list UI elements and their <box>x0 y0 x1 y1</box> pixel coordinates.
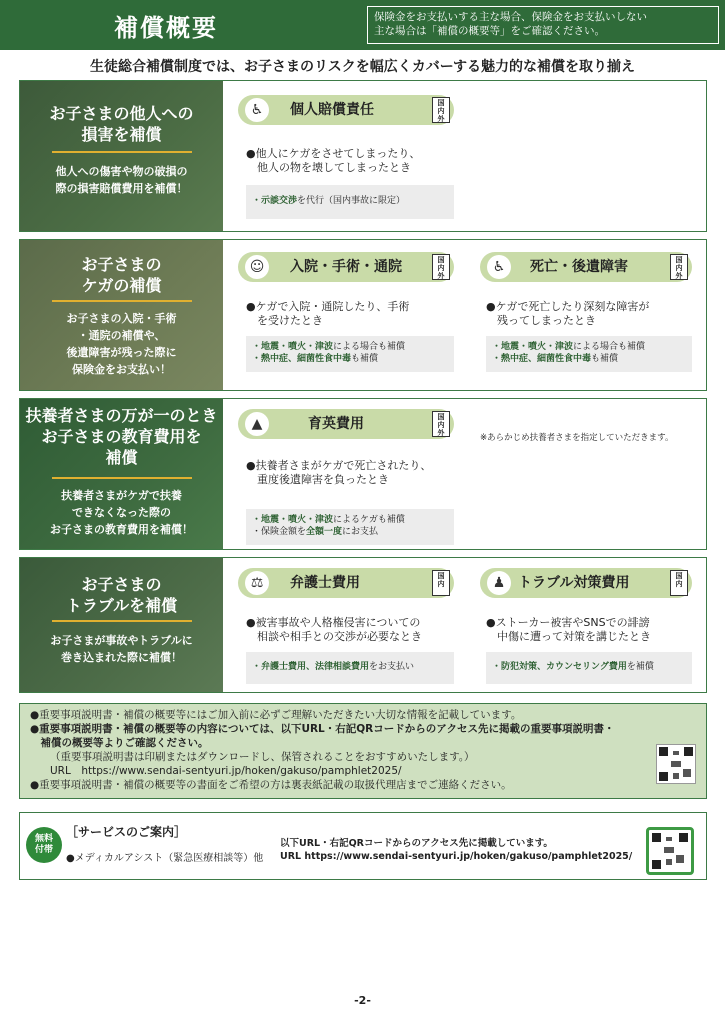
designation-note: ※あらかじめ扶養者さまを指定していただきます。 <box>480 433 674 443</box>
section-description: 他人への傷害や物の破損の 際の損害賠償費用を補償！ <box>55 165 188 195</box>
notice-line: 補償の概要等よりご確認ください。 <box>30 737 209 749</box>
wheelchair-icon: ♿ <box>487 255 511 279</box>
section-education <box>19 398 707 550</box>
coverage-condition: ●扶養者さまがケガで死亡されたり、 重度後遺障害を負ったとき <box>246 459 432 486</box>
detail-text: を代行（国内事故に限定） <box>297 196 406 206</box>
section-side-panel <box>20 81 223 231</box>
coverage-label: 個人賠償責任 <box>290 102 374 118</box>
qr-code[interactable] <box>656 744 696 784</box>
coverage-label: 育英費用 <box>308 416 364 432</box>
section-side-panel <box>20 399 223 549</box>
coverage-condition: ●ケガで入院・通院したり、手術 を受けたとき <box>246 300 410 327</box>
section-title: 扶養者さまの万が一のとき お子さまの教育費用を 補償 <box>25 406 218 467</box>
coverage-label: トラブル対策費用 <box>518 575 630 591</box>
scope-badge: 国 内 外 <box>432 411 450 437</box>
coverage-condition: ●ストーカー被害やSNSでの誹謗 中傷に遭って対策を講じたとき <box>486 616 651 643</box>
two-people-icon: ♟ <box>487 571 511 595</box>
detail-bold: ・熱中症、細菌性食中毒 <box>492 354 592 364</box>
headline: 生徒総合補償制度では、お子さまのリスクを幅広くカバーする魅力的な補償を取り揃え <box>89 59 636 75</box>
graduation-cap-icon: ▲ <box>245 412 269 436</box>
detail-bold: ・防犯対策、カウンセリング費用 <box>492 662 627 672</box>
coverage-details <box>246 509 454 545</box>
free-badge: 無料 付帯 <box>26 827 62 863</box>
detail-text: も補償 <box>351 354 379 364</box>
injured-person-icon: ☺ <box>245 255 269 279</box>
section-title: お子さまの他人への 損害を補償 <box>49 104 194 144</box>
section-side-panel <box>20 240 223 390</box>
section-description: 扶養者さまがケガで扶養 できなくなった際の お子さまの教育費用を補償！ <box>50 489 193 536</box>
header-note: 保険金をお支払いする主な場合、保険金をお支払いしない 主な場合は「補償の概要等」をご確認ください。 <box>367 6 719 44</box>
qr-pattern <box>650 831 690 871</box>
notice-line: ●重要事項説明書・補償の概要等の内容については、以下URL・右記QRコードからのアクセス先に掲載の重要事項説明書・ <box>30 723 615 735</box>
section-title: お子さまの ケガの補償 <box>81 255 162 295</box>
detail-bold: ・地震・噴火・津波 <box>252 342 334 352</box>
section-title: お子さまの トラブルを補償 <box>65 575 178 615</box>
coverage-label: 死亡・後遺障害 <box>530 259 628 275</box>
coverage-condition: ●ケガで死亡したり深刻な障害が 残ってしまったとき <box>486 300 650 327</box>
coverage-label: 弁護士費用 <box>290 575 360 591</box>
coverage-details <box>246 185 454 219</box>
notice-url[interactable]: URL https://www.sendai-sentyuri.jp/hoken/gakuso/pamphlet2025/ <box>50 765 402 777</box>
coverage-card-hospitalization <box>238 252 454 282</box>
section-trouble <box>19 557 707 693</box>
service-info <box>19 812 707 880</box>
detail-text: ・保険金額を <box>252 527 307 537</box>
notice-line: ●重要事項説明書・補償の概要等にはご加入前に必ずご理解いただきたい大切な情報を記載しています。 <box>30 709 522 721</box>
coverage-details <box>246 336 454 372</box>
coverage-details <box>246 652 454 684</box>
qr-code[interactable] <box>646 827 694 875</box>
coverage-card-education <box>238 409 454 439</box>
section-divider <box>52 477 192 479</box>
scope-badge: 国 内 <box>432 570 450 596</box>
section-description: お子さまの入院・手術 ・通院の補償や、 後遺障害が残った際に 保険金をお支払い！ <box>66 312 177 376</box>
section-description: お子さまが事故やトラブルに 巻き込まれた際に補償！ <box>50 634 193 664</box>
detail-bold: ・地震・噴火・津波 <box>492 342 574 352</box>
detail-bold: ・地震・噴火・津波 <box>252 515 334 525</box>
coverage-details <box>486 336 692 372</box>
detail-text: を補償 <box>626 662 654 672</box>
scope-badge: 国 内 <box>670 570 688 596</box>
section-divider <box>52 300 192 302</box>
detail-text: をお支払い <box>369 662 415 672</box>
coverage-condition: ●他人にケガをさせてしまったり、 他人の物を壊してしまったとき <box>246 147 421 174</box>
section-injury <box>19 239 707 391</box>
service-title: ［サービスのご案内］ <box>66 825 187 839</box>
section-liability <box>19 80 707 232</box>
page-title: 補償概要 <box>114 14 218 42</box>
service-url[interactable]: URL https://www.sendai-sentyuri.jp/hoken/gakuso/pamphlet2025/ <box>280 851 633 862</box>
page-number: -2- <box>354 994 371 1007</box>
scope-badge: 国 内 外 <box>432 97 450 123</box>
detail-bold: 全額一度 <box>306 527 343 537</box>
coverage-card-death-disability <box>480 252 692 282</box>
service-access-note: 以下URL・右記QRコードからのアクセス先に掲載しています。 <box>280 838 553 849</box>
important-notice <box>19 703 707 799</box>
detail-bold: ・弁護士費用、法律相談費用 <box>252 662 370 672</box>
detail-text: にお支払 <box>342 527 379 537</box>
notice-line: （重要事項説明書は印刷またはダウンロードし、保管されることをおすすめいたします。） <box>50 751 475 763</box>
section-divider <box>52 620 192 622</box>
scope-badge: 国 内 外 <box>432 254 450 280</box>
person-assist-icon: ♿ <box>245 98 269 122</box>
detail-bold: ・熱中症、細菌性食中毒 <box>252 354 352 364</box>
coverage-card-lawyer <box>238 568 454 598</box>
scope-badge: 国 内 外 <box>670 254 688 280</box>
notice-line: ●重要事項説明書・補償の概要等の書面をご希望の方は裏表紙記載の取扱代理店までご連絡ください。 <box>30 779 512 791</box>
detail-text: によるケガも補償 <box>333 515 405 525</box>
coverage-details <box>486 652 692 684</box>
section-divider <box>52 151 192 153</box>
coverage-card-trouble <box>480 568 692 598</box>
page-header <box>0 0 725 50</box>
coverage-condition: ●被害事故や人格権侵害についての 相談や相手との交渉が必要なとき <box>246 616 422 643</box>
coverage-card-personal-liability <box>238 95 454 125</box>
detail-bold: ・示談交渉 <box>252 196 298 206</box>
lawyer-icon: ⚖ <box>245 571 269 595</box>
section-side-panel <box>20 558 223 692</box>
detail-text: も補償 <box>591 354 619 364</box>
coverage-label: 入院・手術・通院 <box>290 259 402 275</box>
service-item: ●メディカルアシスト（緊急医療相談等）他 <box>66 853 264 864</box>
detail-text: による場合も補償 <box>573 342 646 352</box>
detail-text: による場合も補償 <box>333 342 406 352</box>
